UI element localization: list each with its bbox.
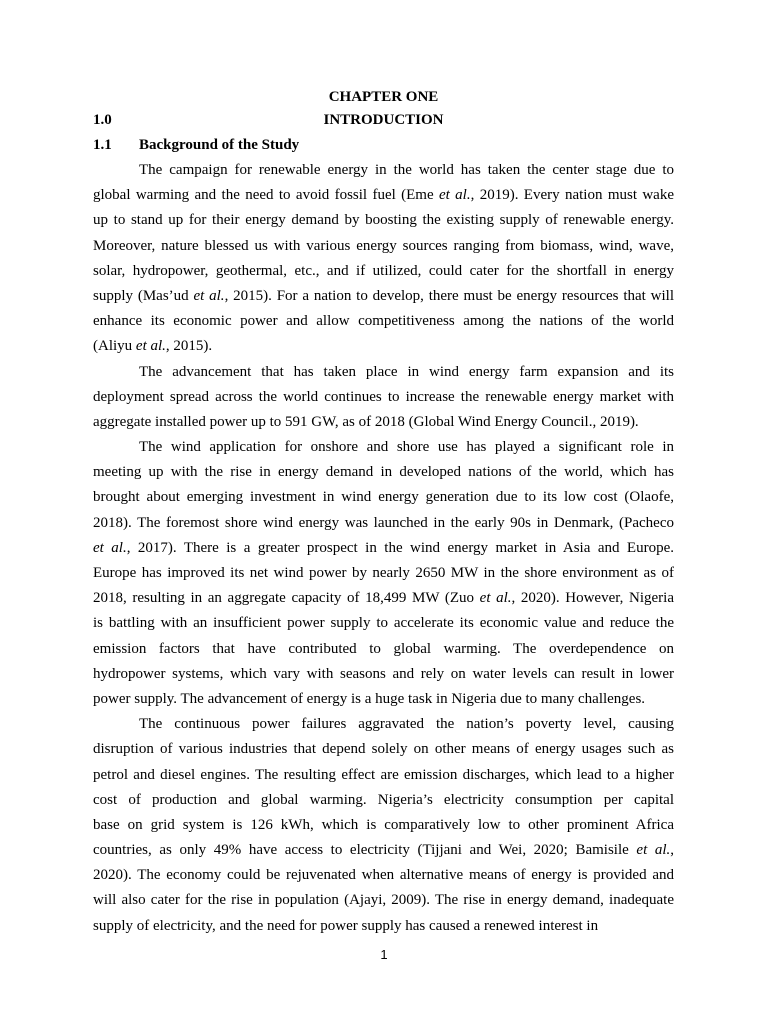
text-line [93,183,674,208]
text-run: 2018, resulting in an aggregate capacity of 18,499 MW (Zuo [93,590,480,607]
text-line [93,158,674,183]
text-run: The continuous power failures aggravated the nation’s poverty level, causing [139,716,674,733]
paragraph [93,360,674,436]
text-run: supply of electricity, and the need for power supply has caused a renewed interest in [93,917,599,934]
text-run: , 2015). For a nation to develop, there must be energy resources that will [224,287,674,304]
text-run: Europe has improved its net wind power by nearly 2650 MW in the shore environment as of [93,565,674,581]
text-run: deployment spread across the world continues to increase the renewable energy market with [93,388,674,405]
text-line [93,360,674,385]
paragraph [93,158,674,360]
text-run: solar, hydropower, geothermal, etc., and if utilized, could cater for the shortfall in energy [93,262,674,279]
section-title: INTRODUCTION [323,112,444,128]
section-heading-introduction [93,108,674,133]
text-run: will also cater for the rise in population (Ajayi, 2009). The rise in energy demand, inadequate [93,892,674,909]
page-number: 1 [380,947,388,962]
text-line [93,485,674,510]
text-line [93,334,674,359]
text-run: enhance its economic power and allow competitiveness among the nations of the world [93,313,674,330]
text-run: 2020). The economy could be rejuvenated when alternative means of energy is provided and [93,867,674,884]
text-line [93,737,674,762]
text-run: , 2015). [165,338,213,355]
text-line [93,687,674,712]
text-line [93,460,674,485]
text-line [93,385,674,410]
text-run: hydropower systems, which vary with seasons and rely on water levels can result in lower [93,665,674,682]
text-line [93,259,674,284]
text-line [93,611,674,636]
text-run: is battling with an insufficient power supply to accelerate its economic value and reduce the [93,615,674,632]
text-run: The campaign for renewable energy in the world has taken the center stage due to [139,162,674,178]
text-run: emission factors that have contributed to global warming. The overdependence on [93,640,674,657]
text-run: cost of production and global warming. Nigeria’s electricity consumption per capital [93,791,674,808]
text-run: (Aliyu [93,338,136,355]
text-run: 2018). The foremost shore wind energy was launched in the early 90s in Denmark, (Pacheco [93,514,674,531]
text-run: , 2020). However, Nigeria [511,590,674,607]
body-text [93,158,674,939]
document-body [93,86,674,939]
text-run: brought about emerging investment in wind energy generation due to its low cost (Olaofe, [93,489,674,506]
paragraph [93,435,674,712]
subsection-title: Background of the Study [139,137,300,153]
text-line [93,712,674,737]
section-heading-background [93,133,674,158]
text-run: countries, as only 49% have access to electricity (Tijjani and Wei, 2020; Bamisile [93,842,637,859]
text-run: aggregate installed power up to 591 GW, as of 2018 (Global Wind Energy Council., 2019). [93,413,639,430]
italic-text-run: et al. [193,287,225,304]
text-line [93,788,674,813]
text-line [93,637,674,662]
text-run: , 2017). There is a greater prospect in the wind energy market in Asia and Europe. [126,539,674,556]
text-line [93,511,674,536]
text-run: disruption of various industries that depend solely on other means of energy usages such as [93,741,674,758]
text-line [93,838,674,863]
text-line [93,863,674,888]
text-line [93,586,674,611]
subsection-number: 1.1 [93,137,112,153]
text-run: supply (Mas’ud [93,287,194,304]
text-line [93,662,674,687]
text-line [93,561,674,586]
text-run: global warming and the need to avoid fossil fuel (Eme [93,187,439,204]
italic-text-run: et al. [93,539,127,556]
text-run: , [670,842,675,859]
text-line [93,914,674,939]
text-run: Moreover, nature blessed us with various energy sources ranging from biomass, wind, wave, [93,237,674,254]
text-line [93,536,674,561]
text-line [93,435,674,460]
text-line [93,309,674,334]
text-run: power supply. The advancement of energy is a huge task in Nigeria due to many challenges. [93,690,646,707]
italic-text-run: et al. [438,187,471,204]
text-run: The advancement that has taken place in wind energy farm expansion and its [139,363,674,380]
chapter-title: CHAPTER ONE [328,89,439,105]
text-line [93,888,674,913]
text-run: The wind application for onshore and shore use has played a significant role in [139,439,674,456]
text-run: base on grid system is 126 kWh, which is comparatively low to other prominent Africa [93,816,674,833]
text-line [93,234,674,259]
text-line [93,813,674,838]
italic-text-run: et al. [636,842,671,859]
text-run: , 2019). Every nation must wake [470,187,674,204]
text-line [93,208,674,233]
italic-text-run: et al. [479,590,512,607]
text-run: meeting up with the rise in energy demand in developed nations of the world, which has [93,464,674,481]
text-line [93,410,674,435]
text-run: petrol and diesel engines. The resulting effect are emission discharges, which lead to a higher [93,766,674,783]
section-number: 1.0 [93,112,112,128]
italic-text-run: et al. [135,338,166,355]
paragraph [93,712,674,939]
text-line [93,284,674,309]
text-line [93,763,674,788]
text-run: up to stand up for their energy demand by boosting the existing supply of renewable energy. [93,212,674,229]
